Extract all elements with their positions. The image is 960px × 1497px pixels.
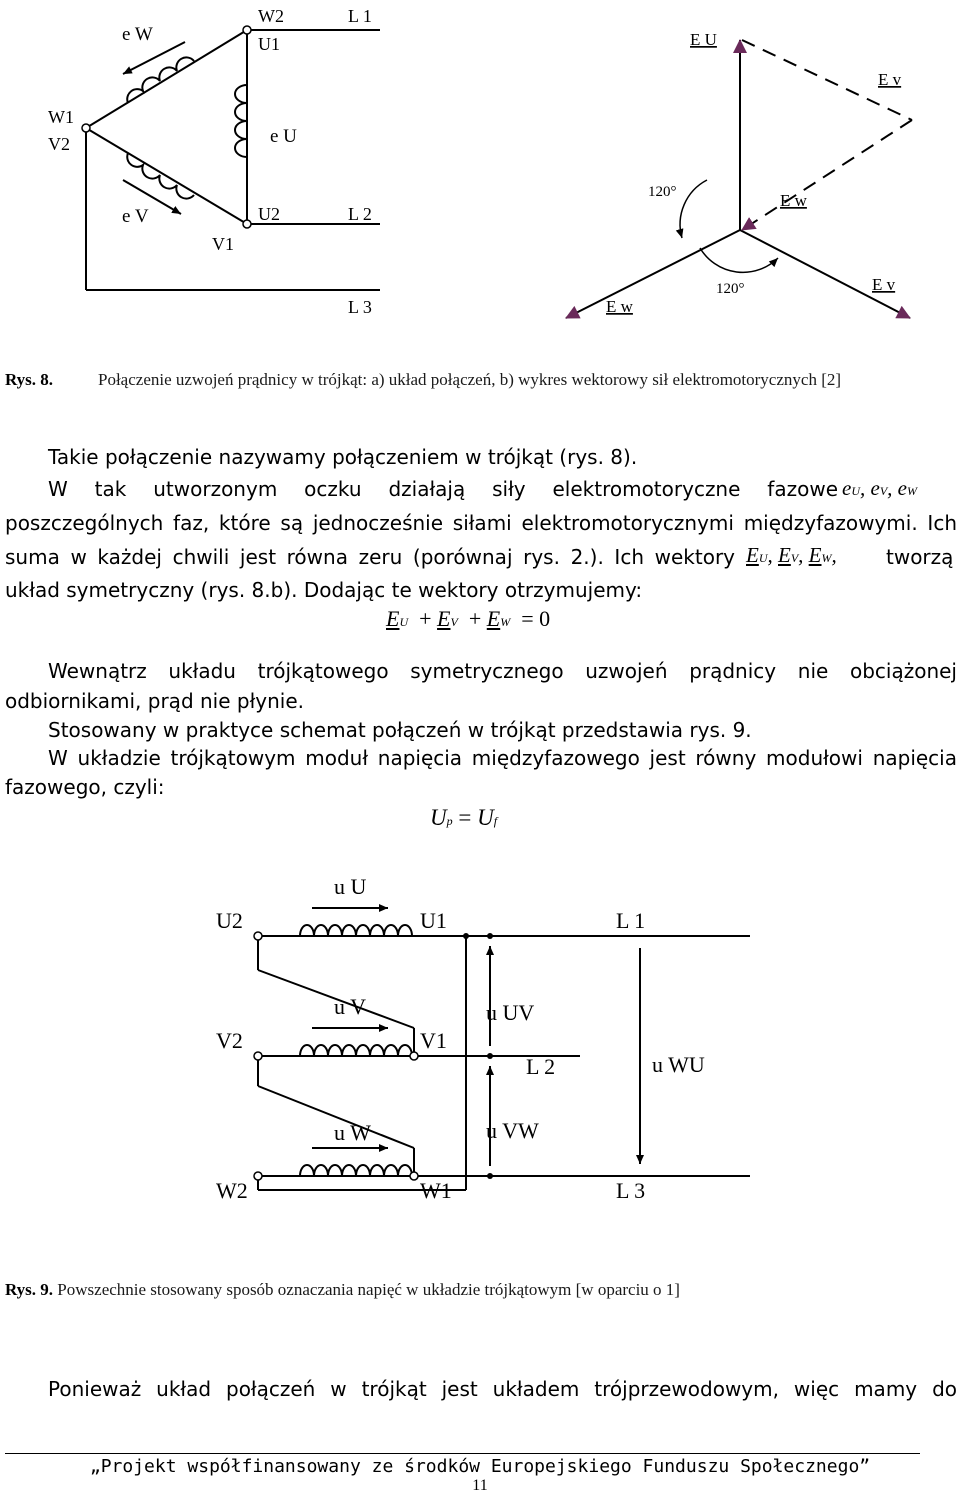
label-EU: E U bbox=[690, 30, 717, 49]
label-Ev-bottom: E v bbox=[872, 275, 896, 294]
caption-8-text: Połączenie uzwojeń prądnicy w trójkąt: a) układ połączeń, b) wykres wektorowy sił elektromotorycznych [2] bbox=[98, 370, 842, 389]
label-L1: L 1 bbox=[616, 908, 646, 933]
figure-8-diagram bbox=[0, 0, 960, 330]
label-eV: e V bbox=[122, 206, 149, 227]
label-uV: u V bbox=[334, 994, 366, 1019]
vector-diagram bbox=[566, 40, 912, 318]
paragraph-4-end: tworzą bbox=[886, 545, 954, 569]
vector-symbols: EU, EV, EW, bbox=[746, 543, 837, 567]
label-V2: V2 bbox=[216, 1028, 243, 1053]
paragraph-9: W układzie trójkątowym moduł napięcia międzyfazowego jest równy modułowi napięcia bbox=[48, 746, 957, 770]
label-U2: U2 bbox=[258, 204, 280, 224]
label-W1: W1 bbox=[420, 1178, 452, 1203]
paragraph-3: poszczególnych faz, które są jednocześnie siłami elektromotorycznymi międzyfazowymi. Ich bbox=[5, 511, 957, 535]
label-W2: W2 bbox=[216, 1178, 248, 1203]
label-L1: L 1 bbox=[348, 6, 372, 26]
label-eU: e U bbox=[270, 126, 297, 147]
caption-9-number: Rys. 9. bbox=[5, 1280, 54, 1299]
label-uWU: u WU bbox=[652, 1052, 705, 1077]
paragraph-4-text: suma w każdej chwili jest równa zeru (porównaj rys. 2.). Ich wektory bbox=[5, 545, 735, 569]
label-L3: L 3 bbox=[348, 297, 372, 317]
label-Ev-top: E v bbox=[878, 70, 902, 89]
delta-nodes bbox=[82, 26, 251, 228]
label-uW: u W bbox=[334, 1120, 371, 1145]
label-V1: V1 bbox=[212, 234, 234, 254]
label-W2-U1: W2 bbox=[258, 6, 284, 26]
label-uUV: u UV bbox=[486, 1000, 535, 1025]
paragraph-6: Wewnątrz układu trójkątowego symetrycznego uzwojeń prądnicy nie obciążonej bbox=[48, 659, 957, 683]
label-Ew-bottom: E w bbox=[606, 297, 633, 316]
paragraph-10: fazowego, czyli: bbox=[5, 775, 165, 799]
label-W1: W1 bbox=[48, 107, 74, 127]
figure-9-diagram bbox=[0, 860, 960, 1220]
paragraph-4-start bbox=[5, 543, 735, 572]
paragraph-2-line bbox=[48, 475, 838, 504]
label-U1: U1 bbox=[258, 34, 280, 54]
page-number: 11 bbox=[472, 1477, 488, 1494]
caption-8-number: Rys. 8. bbox=[5, 370, 54, 389]
footer-text: „Projekt współfinansowany ze środków Europejskiego Funduszu Społecznego” bbox=[89, 1456, 871, 1477]
paragraph-11: Ponieważ układ połączeń w trójkąt jest układem trójprzewodowym, więc mamy do bbox=[48, 1377, 957, 1401]
paragraph-1: Takie połączenie nazywamy połączeniem w trójkąt (rys. 8). bbox=[48, 445, 638, 469]
label-L2: L 2 bbox=[348, 204, 372, 224]
equation-1: EU + EV + EW = 0 bbox=[386, 606, 551, 631]
paragraph-2-text: W tak utworzonym oczku działają siły elektromotoryczne fazowe bbox=[48, 477, 838, 501]
caption-9-text: Powszechnie stosowany sposób oznaczania napięć w układzie trójkątowym [w oparciu o 1] bbox=[57, 1280, 680, 1299]
figure-8-caption bbox=[5, 368, 957, 392]
label-L3: L 3 bbox=[616, 1178, 646, 1203]
equation-2: Up = Uf bbox=[430, 805, 498, 830]
paragraph-7: odbiornikami, prąd nie płynie. bbox=[5, 689, 304, 713]
label-angle-2: 120° bbox=[716, 281, 745, 297]
label-uVW: u VW bbox=[486, 1118, 539, 1143]
phase-emf-symbols: eU, eV, eW bbox=[842, 476, 917, 500]
label-V1: V1 bbox=[420, 1028, 447, 1053]
label-Ew-mid: E w bbox=[780, 191, 807, 210]
figure-9-caption bbox=[5, 1278, 680, 1302]
label-U2: U2 bbox=[216, 908, 243, 933]
paragraph-8: Stosowany w praktyce schemat połączeń w trójkąt przedstawia rys. 9. bbox=[48, 718, 752, 742]
label-V2: V2 bbox=[48, 134, 70, 154]
label-angle-1: 120° bbox=[648, 184, 677, 200]
label-uU: u U bbox=[334, 874, 367, 899]
footer-rule bbox=[5, 1453, 920, 1454]
paragraph-5: układ symetryczny (rys. 8.b). Dodając te wektory otrzymujemy: bbox=[5, 578, 643, 602]
label-eW: e W bbox=[122, 24, 153, 45]
label-L2: L 2 bbox=[526, 1054, 556, 1079]
label-U1: U1 bbox=[420, 908, 447, 933]
